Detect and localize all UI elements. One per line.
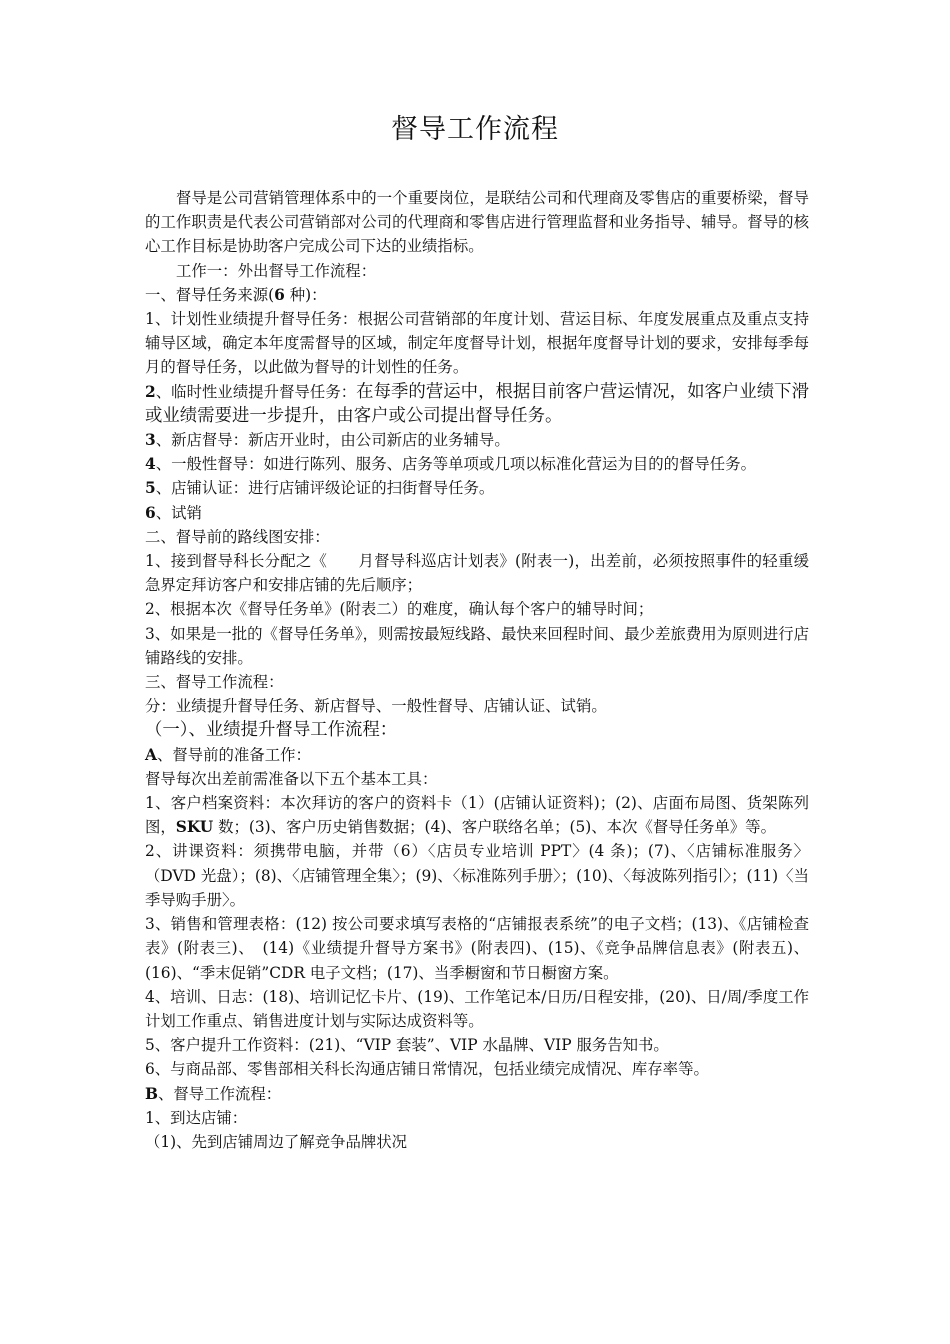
- part-b-item1: 1、到达店铺：: [145, 1108, 248, 1127]
- part-a-item4: 4、培训、日志：(18)、培训记忆卡片、(19)、工作笔记本/日历/日程安排，(20)、日/周/季度工作计划工作重点、销售进度计划与实际达成资料等。: [145, 987, 809, 1030]
- section2-item1: 1、接到督导科长分配之《 月督导科巡店计划表》(附表一)，出差前，必须按照事件的轻重缓急界定拜访客户和安排店铺的先后顺序；: [145, 552, 809, 595]
- section1-item6: 6、试销: [145, 503, 202, 522]
- part-a-item3: 3、销售和管理表格：(12) 按公司要求填写表格的“店铺报表系统”的电子文档；(13)、《店铺检查表》(附表三)、 (14)《业绩提升督导方案书》(附表四)、(15)、《竞争品牌信息表》(附表五)、(16)、“季末促销”CDR 电子文档；(17)、当季橱窗和节日橱窗方案。: [145, 915, 809, 982]
- section3-heading: 三、督导工作流程：: [145, 673, 284, 692]
- section1-heading: 一、督导任务来源(6 种)：: [145, 285, 327, 304]
- part-a-item6: 6、与商品部、零售部相关科长沟通店铺日常情况，包括业绩完成情况、库存率等。: [145, 1060, 709, 1079]
- document-body: [145, 186, 809, 1154]
- part-a-heading: A、督导前的准备工作：: [145, 745, 311, 764]
- part-a-item1: 1、客户档案资料：本次拜访的客户的资料卡（1）(店铺认证资料)；(2)、店面布局图、货架陈列图，SKU 数；(3)、客户历史销售数据；(4)、客户联络名单；(5)、本次《督导任务单》等。: [145, 794, 809, 837]
- section1-item1: 1、计划性业绩提升督导任务：根据公司营销部的年度计划、营运目标、年度发展重点及重点支持辅导区域，确定本年度需督导的区域，制定年度督导计划，根据年度督导计划的要求，安排每季每月的督导任务，以此做为督导的计划性的任务。: [145, 310, 809, 377]
- intro-paragraph: 督导是公司营销管理体系中的一个重要岗位，是联结公司和代理商及零售店的重要桥梁，督导的工作职责是代表公司营销部对公司的代理商和零售店进行管理监督和业务指导、辅导。督导的核心工作目标是协助客户完成公司下达的业绩指标。: [145, 189, 809, 256]
- part-a-intro: 督导每次出差前需准备以下五个基本工具：: [145, 769, 438, 788]
- document-title: 督导工作流程: [391, 114, 559, 145]
- section3-sub1-heading: （一）、业绩提升督导工作流程：: [145, 720, 398, 741]
- part-a-item2: 2、讲课资料：须携带电脑，并带（6）〈店员专业培训 PPT〉(4 条)；(7)、〈店铺标准服务〉（DVD 光盘）；(8)、〈店铺管理全集〉；(9)、〈标准陈列手册〉；(10)、〈每波陈列指引〉；(11)〈当季导购手册〉。: [145, 842, 809, 909]
- section2-item2: 2、根据本次《督导任务单》(附表二）的难度，确认每个客户的辅导时间；: [145, 600, 654, 619]
- section1-item4: 4、一般性督导：如进行陈列、服务、店务等单项或几项以标准化营运为目的的督导任务。: [145, 455, 756, 474]
- section1-item5: 5、店铺认证：进行店铺评级论证的扫街督导任务。: [145, 479, 495, 498]
- section3-intro: 分：业绩提升督导任务、新店督导、一般性督导、店铺认证、试销。: [145, 697, 607, 716]
- part-b-item1-sub1: （1)、先到店铺周边了解竞争品牌状况: [145, 1132, 408, 1151]
- work1-heading: 工作一：外出督导工作流程：: [176, 261, 377, 280]
- section1-item3: 3、新店督导：新店开业时，由公司新店的业务辅导。: [145, 431, 510, 450]
- section2-item3: 3、如果是一批的《督导任务单》，则需按最短线路、最快来回程时间、最少差旅费用为原则进行店铺路线的安排。: [145, 624, 809, 667]
- part-a-item5: 5、客户提升工作资料：(21)、“VIP 套装”、VIP 水晶牌、VIP 服务告知书。: [145, 1036, 669, 1055]
- part-b-heading: B、督导工作流程：: [145, 1084, 282, 1103]
- section1-item2: 2、临时性业绩提升督导任务：在每季的营运中，根据目前客户营运情况，如客户业绩下滑或业绩需要进一步提升，由客户或公司提出督导任务。: [145, 381, 809, 426]
- section2-heading: 二、督导前的路线图安排：: [145, 527, 330, 546]
